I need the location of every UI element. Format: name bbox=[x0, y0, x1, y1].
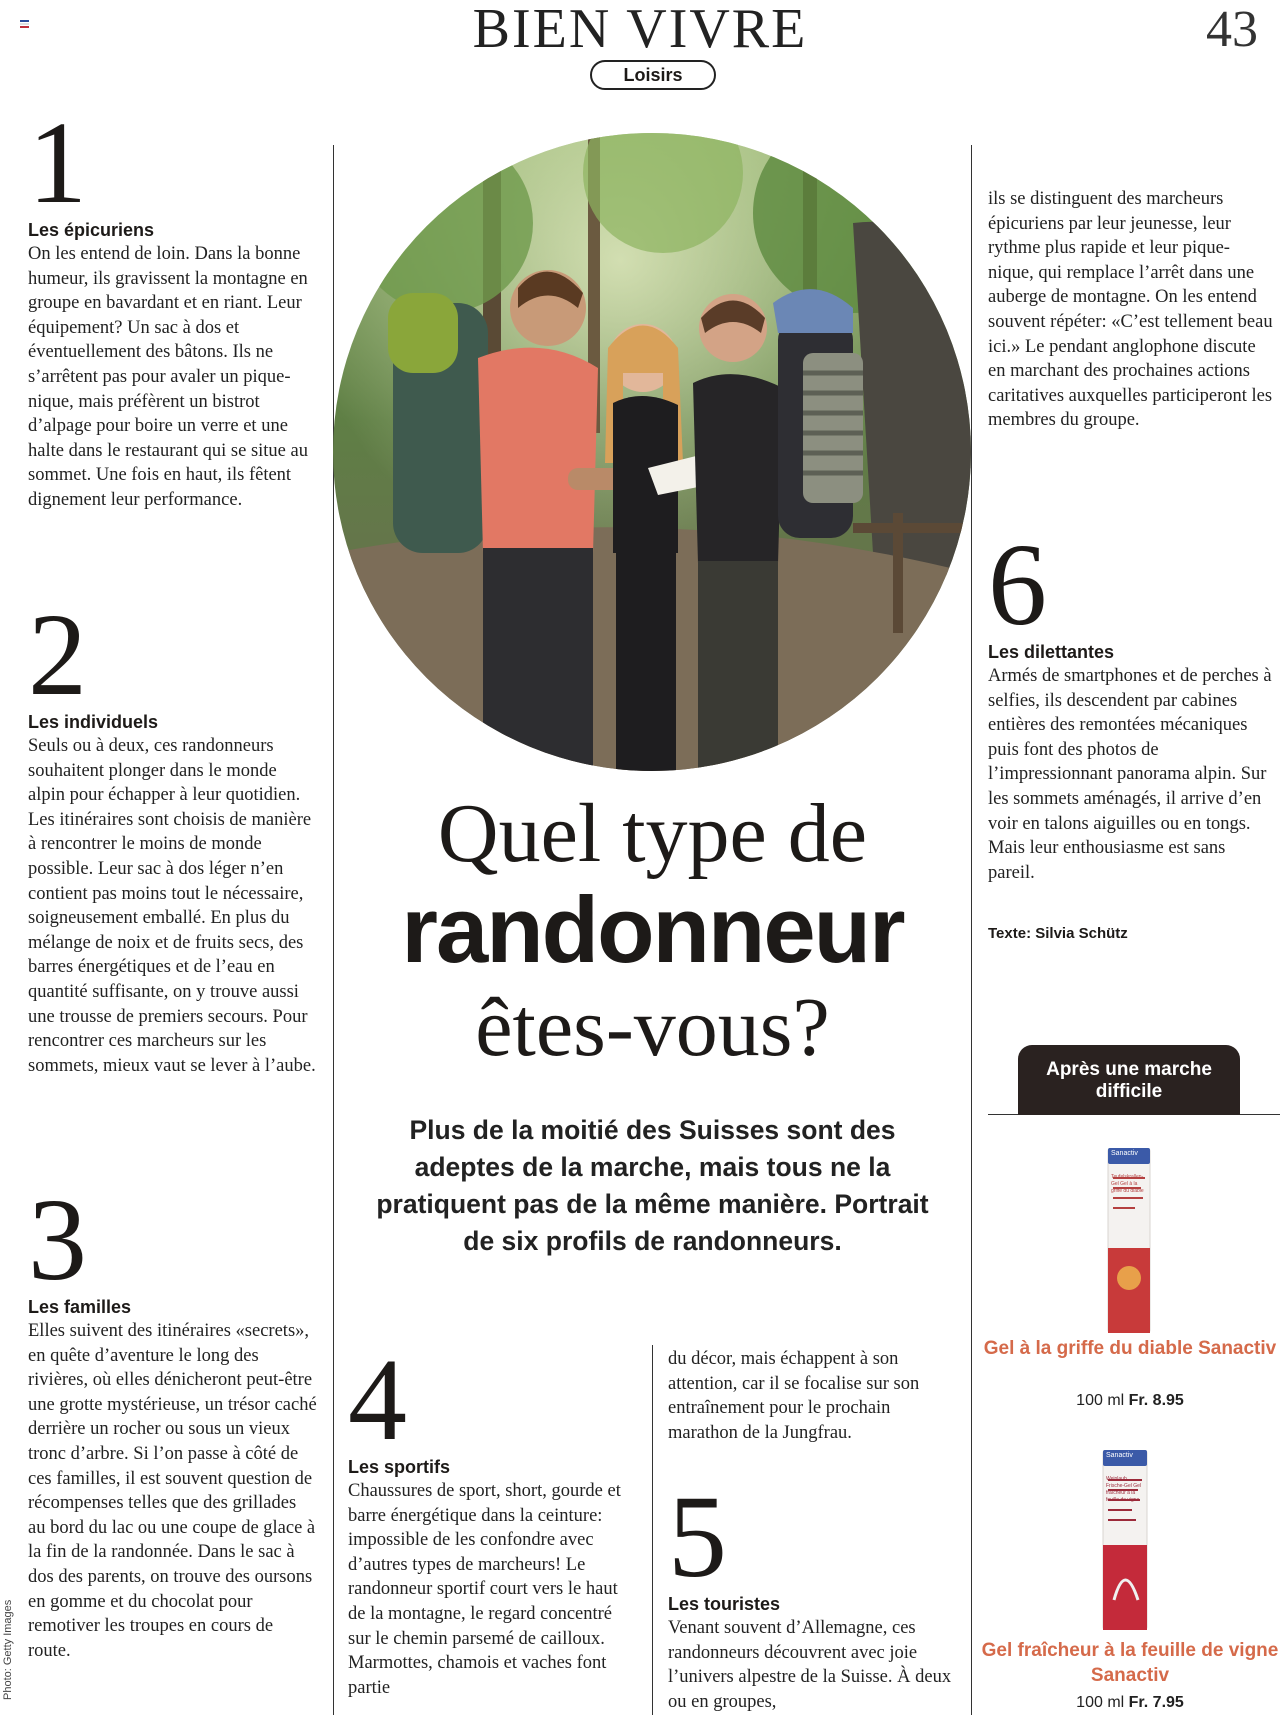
author-credit: Texte: Silvia Schütz bbox=[988, 925, 1128, 942]
profile-3 bbox=[28, 1174, 318, 1663]
profile-text: Venant souvent d’Allemagne, ces randonneurs découvrent avec joie l’univers alpestre de la Suisse. À deux ou en groupes, bbox=[668, 1618, 952, 1712]
article-title-line2: randonneur bbox=[401, 877, 904, 982]
profile-text: On les entend de loin. Dans la bonne humeur, ils gravissent la montagne en groupe en bavardant et en riant. Leur équipement? Un sac à dos et éventuellement des bâtons. Ils ne s’arrêtent pas pour avaler un pique-nique, mais préfèrent un bistrot d’alpage pour boire un verre et une halte dans le restaurant qui se situe au sommet. Une fois en haut, ils fêtent dignement leur performance. bbox=[28, 244, 308, 510]
hero-photo bbox=[333, 133, 971, 771]
product-price-value: Fr. 7.95 bbox=[1128, 1694, 1184, 1711]
profile-title: Les familles bbox=[28, 1297, 132, 1317]
product-name: Gel fraîcheur à la feuille de vigne Sanactiv bbox=[981, 1640, 1279, 1686]
profile-text: Chaussures de sport, short, gourde et barre énergétique dans la ceinture: impossible de les confondre avec d’autres types de marcheurs! Le randonneur sportif court vers le haut de la montagne, le regard concentré sur le chemin parsemé de cailloux. Marmottes, chamois et vaches font partie bbox=[348, 1481, 621, 1698]
profile-title: Les sportifs bbox=[348, 1457, 451, 1477]
product-pack-text: Teufelskrallen-Gel Gel à la griffe du diable bbox=[1111, 1174, 1144, 1194]
profile-text: Seuls ou à deux, ces randonneurs souhaitent plonger dans le monde alpin pour échapper à leur quotidien. Les itinéraires sont choisis de manière à rencontrer le moins de monde possible. Leur sac à dos léger n’en contient pas moins tout le nécessaire, soigneusement emballé. En plus du mélange de noix et de fruits secs, des barres énergétiques et de l’eau en quantité suffisante, on y trouve aussi une trousse de premiers secours. Pour rencontrer ces marcheurs sur les sommets, mieux vaut se lever à l’aube. bbox=[28, 736, 316, 1076]
profile-5 bbox=[668, 1471, 958, 1714]
profile-6 bbox=[988, 519, 1273, 885]
profile-title: Les dilettantes bbox=[988, 642, 1115, 662]
profile-1 bbox=[28, 97, 318, 513]
photo-credit: Photo: Getty Images bbox=[2, 1599, 14, 1700]
product-brand: Sanactiv bbox=[1106, 1452, 1133, 1459]
sidebar-tab: Après une marche difficile bbox=[1018, 1045, 1240, 1115]
profile-number: 4 bbox=[348, 1334, 407, 1465]
hikers-illustration bbox=[333, 133, 971, 771]
profile-text: Elles suivent des itinéraires «secrets», en quête d’aventure le long des rivières, où elles dénicheront peut-être une grotte mystérieuse, un trésor caché derrière un rocher ou sous un vieux tronc d’arbre. Si l’on passe à côté de ces familles, il est souvent question de récompenses telles que des grillades au bord du lac ou une coupe de glace à la fin de la randonnée. Dans le sac à dos des parents, on trouve des oursons en gomme et du chocolat pour remotiver les troupes en cours de route. bbox=[28, 1321, 317, 1661]
article-title-line1: Quel type de bbox=[437, 787, 868, 880]
product-image-vine-leaf bbox=[1100, 1450, 1150, 1630]
profile-title: Les individuels bbox=[28, 712, 159, 732]
article-lead: Plus de la moitié des Suisses sont des adeptes de la marche, mais tous ne la pratiquent pas de la même manière. Portrait de six profils de randonneurs. bbox=[376, 1115, 929, 1256]
profile-text-continued: ils se distinguent des marcheurs épicuriens par leur jeunesse, leur rythme plus rapide et leur pique-nique, qui remplace l’arrêt dans une auberge de montagne. On les entend souvent répéter: «C’est tellement beau ici.» Le pendant anglophone discute en marchant des prochaines actions caritatives auxquelles participeront les membres du groupe. bbox=[988, 189, 1273, 431]
profile-number: 3 bbox=[28, 1174, 87, 1305]
profile-number: 2 bbox=[28, 589, 87, 720]
page-number: 43 bbox=[1206, 1, 1258, 58]
profile-text: Armés de smartphones et de perches à selfies, ils descendent par cabines entières des remontées mécaniques puis font des photos de l’impressionnant panorama alpin. Sur les sommets aménagés, il arrive d’en voir en talons aiguilles ou en tongs. Mais leur enthousiasme est sans pareil. bbox=[988, 666, 1272, 883]
article-title-line3: êtes-vous? bbox=[475, 981, 830, 1074]
profile-2 bbox=[28, 589, 318, 1078]
profile-text-continued: du décor, mais échappent à son attention, car il se focalise sur son entraînement pour le prochain marathon de la Jungfrau. bbox=[668, 1349, 920, 1443]
profile-title: Les épicuriens bbox=[28, 220, 155, 240]
profile-4-continued bbox=[668, 1347, 958, 1445]
profile-5-continued bbox=[988, 187, 1273, 433]
product-price-value: Fr. 8.95 bbox=[1128, 1392, 1184, 1409]
product-size: 100 ml bbox=[1076, 1694, 1125, 1711]
profile-number: 1 bbox=[28, 97, 87, 228]
profile-4 bbox=[348, 1334, 638, 1700]
product-price bbox=[980, 1390, 1280, 1412]
profile-number: 6 bbox=[988, 519, 1047, 650]
product-image-devils-claw bbox=[1105, 1148, 1153, 1333]
product-pack-text: Weinlaub Frische-Gel Gel fraîcheur à la feuille de vigne bbox=[1106, 1476, 1142, 1503]
product-price bbox=[980, 1692, 1280, 1714]
profile-number: 5 bbox=[668, 1471, 727, 1602]
product-name: Gel à la griffe du diable Sanactiv bbox=[983, 1338, 1277, 1359]
product-brand: Sanactiv bbox=[1111, 1150, 1138, 1157]
product-size: 100 ml bbox=[1076, 1392, 1125, 1409]
profile-title: Les touristes bbox=[668, 1594, 781, 1614]
column-divider-center bbox=[652, 1345, 653, 1715]
category-pill: Loisirs bbox=[590, 60, 716, 90]
section-masthead: BIEN VIVRE bbox=[472, 0, 808, 60]
